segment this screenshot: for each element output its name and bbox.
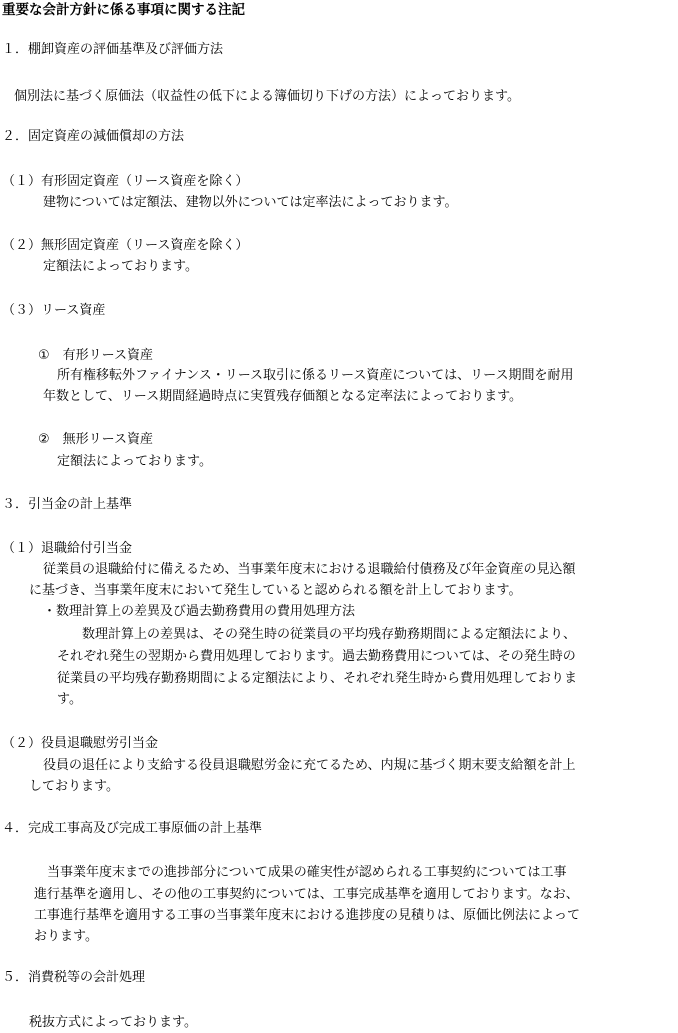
section-3-2-line-1: 役員の退任により支給する役員退職慰労金に充てるため、内規に基づく期末要支給額を計上 <box>43 758 576 773</box>
section-3-1-heading: （１）退職給付引当金 <box>2 541 133 556</box>
section-3-2-heading: （２）役員退職慰労引当金 <box>2 736 159 751</box>
section-1-heading: １．棚卸資産の評価基準及び評価方法 <box>2 42 224 57</box>
section-4-line-1: 当事業年度末までの進捗部分について成果の確実性が認められる工事契約については工事 <box>47 865 567 880</box>
section-1-body: 個別法に基づく原価法（収益性の低下による簿価切り下げの方法）によっております。 <box>14 89 520 104</box>
lease-item-2-body: 定額法によっております。 <box>57 454 212 469</box>
section-2-1-heading: （１）有形固定資産（リース資産を除く） <box>2 174 249 189</box>
section-4-line-3: 工事進行基準を適用する工事の当事業年度末における進捗度の見積りは、原価比例法によって <box>34 908 581 923</box>
section-3-1-bullet-line-2: それぞれ発生の翌期から費用処理しております。過去勤務費用については、その発生時の <box>57 649 576 664</box>
section-3-1-bullet-line-1: 数理計算上の差異は、その発生時の従業員の平均残存勤務期間による定額法により、 <box>82 627 577 642</box>
section-2-1-body: 建物については定額法、建物以外については定率法によっております。 <box>43 195 458 210</box>
section-5-body: 税抜方式によっております。 <box>29 1015 197 1030</box>
lease-item-1-heading: ① 有形リース資産 <box>38 348 154 363</box>
section-2-2-body: 定額法によっております。 <box>43 259 198 274</box>
section-2-2-heading: （２）無形固定資産（リース資産を除く） <box>2 238 249 253</box>
section-5-heading: ５．消費税等の会計処理 <box>2 970 146 985</box>
section-3-1-bullet: ・数理計算上の差異及び過去勤務費用の費用処理方法 <box>43 604 356 619</box>
lease-item-1-line-2: 年数として、リース期間経過時点に実質残存価額となる定率法によっております。 <box>43 389 523 404</box>
lease-item-1-line-1: 所有権移転外ファイナンス・リース取引に係るリース資産については、リース期間を耐用 <box>57 368 574 383</box>
section-3-1-bullet-line-4: す。 <box>57 692 82 707</box>
document-title: 重要な会計方針に係る事項に関する注記 <box>2 2 245 18</box>
section-2-heading: ２．固定資産の減価償却の方法 <box>2 129 185 144</box>
section-4-heading: ４．完成工事高及び完成工事原価の計上基準 <box>2 821 263 836</box>
section-3-heading: ３．引当金の計上基準 <box>2 497 133 512</box>
section-3-1-line-2: に基づき、当事業年度末において発生していると認められる額を計上しております。 <box>29 583 522 598</box>
section-3-1-line-1: 従業員の退職給付に備えるため、当事業年度末における退職給付債務及び年金資産の見込額 <box>43 562 576 577</box>
lease-item-2-heading: ② 無形リース資産 <box>38 432 154 447</box>
section-3-2-line-2: しております。 <box>29 779 119 794</box>
section-4-line-2: 進行基準を適用し、その他の工事契約については、工事完成基準を適用しております。なお、 <box>34 887 579 902</box>
section-2-3-heading: （３）リース資産 <box>2 303 106 318</box>
section-3-1-bullet-line-3: 従業員の平均残存勤務期間による定額法により、それぞれ発生時から費用処理しておりま <box>57 671 578 686</box>
section-4-line-4: おります。 <box>34 929 98 944</box>
